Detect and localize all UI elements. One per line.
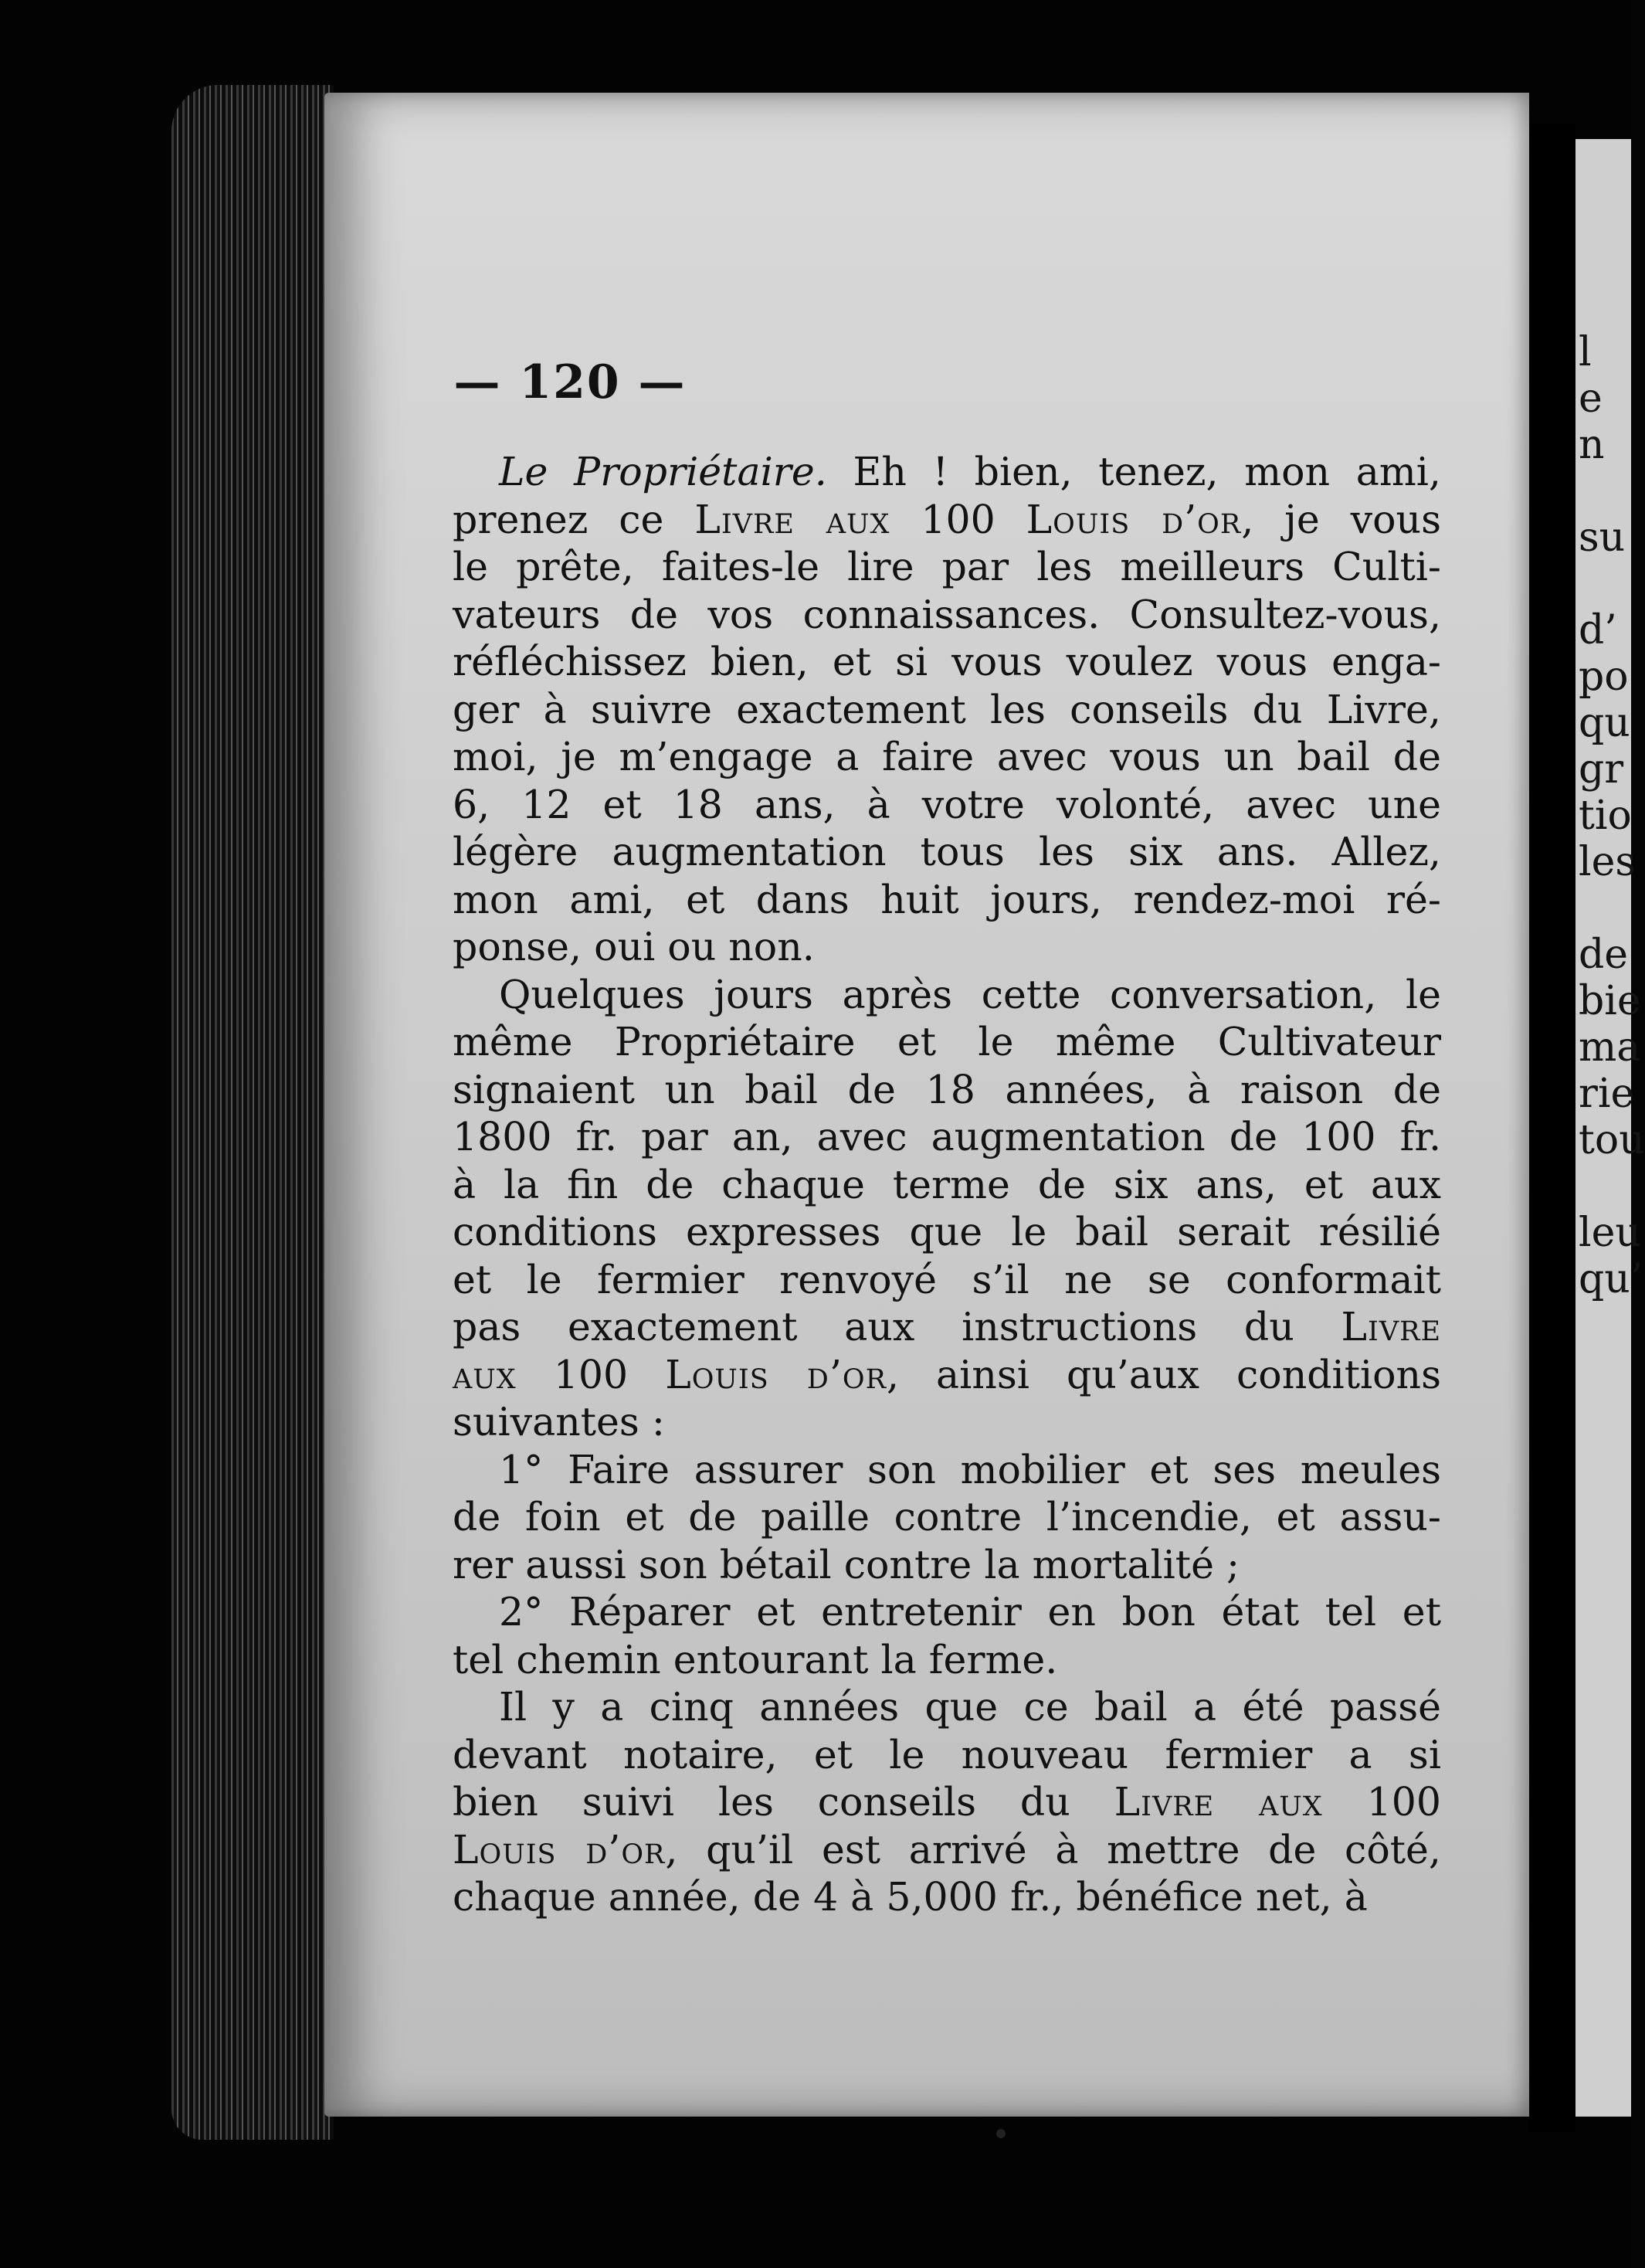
text-run: Louis d’or bbox=[1026, 496, 1242, 542]
next-page-fragment: de bbox=[1579, 932, 1629, 978]
text-run: suivantes : bbox=[453, 1399, 665, 1445]
next-page-fragment: bie bbox=[1579, 978, 1641, 1024]
text-run: 1° Faire assurer son mobilier et ses meules bbox=[499, 1446, 1441, 1492]
next-page-fragment: les bbox=[1579, 839, 1637, 885]
text-run: légère augmentation tous les six ans. Allez, bbox=[453, 829, 1441, 874]
next-page-sliver bbox=[1575, 139, 1645, 2117]
text-line bbox=[453, 638, 1441, 686]
text-run: ponse, oui ou non. bbox=[453, 924, 815, 969]
page-number: — 120 — bbox=[453, 355, 687, 409]
text-line bbox=[453, 1826, 1441, 1874]
text-run: 100 bbox=[516, 1351, 666, 1397]
next-page-fragment: rie bbox=[1579, 1071, 1635, 1117]
text-line bbox=[453, 448, 1441, 496]
paragraph bbox=[453, 448, 1441, 971]
text-run: signaient un bail de 18 années, à raison de bbox=[453, 1066, 1441, 1112]
text-run: de foin et de paille contre l’incendie, et assu- bbox=[453, 1494, 1441, 1540]
text-line bbox=[453, 1588, 1441, 1636]
text-run: Quelques jours après cette conversation, le bbox=[499, 971, 1441, 1017]
text-line bbox=[453, 1778, 1441, 1826]
page-text bbox=[453, 448, 1441, 1921]
next-page-fragment: e bbox=[1579, 375, 1603, 422]
text-run: devant notaire, et le nouveau fermier a si bbox=[453, 1731, 1441, 1777]
text-line bbox=[453, 543, 1441, 591]
text-line bbox=[453, 1398, 1441, 1446]
text-run: 100 bbox=[890, 496, 1026, 542]
text-line bbox=[453, 496, 1441, 544]
text-run: à la fin de chaque terme de six ans, et aux bbox=[453, 1161, 1441, 1207]
text-line bbox=[453, 1731, 1441, 1779]
text-line bbox=[453, 876, 1441, 924]
next-page-fragment: leu bbox=[1579, 1210, 1641, 1256]
text-run: 6, 12 et 18 ans, à votre volonté, avec une bbox=[453, 781, 1441, 827]
next-page-fragment: l bbox=[1579, 329, 1592, 375]
text-run: Eh ! bien, tenez, mon ami, bbox=[826, 449, 1441, 494]
text-run: Il y a cinq années que ce bail a été passé bbox=[499, 1684, 1441, 1730]
text-line bbox=[453, 828, 1441, 876]
text-run: conditions expresses que le bail serait résilié bbox=[453, 1209, 1441, 1255]
text-line bbox=[453, 591, 1441, 639]
text-line bbox=[453, 1446, 1441, 1494]
text-line bbox=[453, 1873, 1441, 1921]
text-line bbox=[453, 971, 1441, 1019]
text-line bbox=[453, 1208, 1441, 1256]
text-run: chaque année, de 4 à 5,000 fr., bénéfice net, à bbox=[453, 1874, 1368, 1920]
text-run: , qu’il est arrivé à mettre de côté, bbox=[665, 1826, 1441, 1872]
text-line bbox=[453, 1066, 1441, 1114]
text-run: moi, je m’engage a faire avec vous un bail de bbox=[453, 734, 1441, 779]
ink-speck bbox=[996, 2129, 1006, 2138]
text-run: , ainsi qu’aux conditions bbox=[886, 1351, 1441, 1397]
text-line bbox=[453, 1493, 1441, 1541]
text-line bbox=[453, 923, 1441, 971]
paragraph bbox=[453, 1588, 1441, 1683]
text-run: même Propriétaire et le même Cultivateur bbox=[453, 1019, 1441, 1064]
next-page-fragment: qu bbox=[1579, 700, 1630, 746]
next-page-fragment: po bbox=[1579, 654, 1629, 700]
text-line bbox=[453, 686, 1441, 734]
text-line bbox=[453, 1161, 1441, 1209]
text-line bbox=[453, 1256, 1441, 1304]
text-line bbox=[453, 1351, 1441, 1399]
text-line bbox=[453, 1018, 1441, 1066]
text-run: ger à suivre exactement les conseils du Livre, bbox=[453, 686, 1441, 732]
text-run: , je vous bbox=[1241, 496, 1441, 542]
text-run: vateurs de vos connaissances. Consultez-vous, bbox=[453, 591, 1441, 637]
text-line bbox=[453, 1113, 1441, 1161]
text-run: et le fermier renvoyé s’il ne se conformait bbox=[453, 1256, 1441, 1302]
text-run: le prête, faites-le lire par les meilleurs Culti- bbox=[453, 544, 1441, 589]
next-page-fragment: qu’ bbox=[1579, 1256, 1643, 1302]
text-run: Livre aux bbox=[694, 496, 890, 542]
text-run: mon ami, et dans huit jours, rendez-moi ré- bbox=[453, 876, 1441, 922]
text-run: Livre aux bbox=[1114, 1779, 1323, 1825]
text-line bbox=[453, 781, 1441, 829]
text-run: réfléchissez bien, et si vous voulez vous enga- bbox=[453, 639, 1441, 684]
text-line bbox=[453, 1636, 1441, 1684]
next-page-fragment: ma bbox=[1579, 1024, 1641, 1071]
paragraph bbox=[453, 1683, 1441, 1921]
next-page-fragment: d’ bbox=[1579, 607, 1617, 654]
text-line bbox=[453, 1303, 1441, 1351]
text-run: Le Propriétaire. bbox=[499, 449, 827, 494]
text-line bbox=[453, 1683, 1441, 1731]
text-run: tel chemin entourant la ferme. bbox=[453, 1636, 1058, 1682]
text-run: bien suivi les conseils du bbox=[453, 1779, 1114, 1825]
text-run: 1800 fr. par an, avec augmentation de 100 fr. bbox=[453, 1114, 1441, 1159]
next-page-fragment: n bbox=[1579, 422, 1605, 468]
text-run: rer aussi son bétail contre la mortalité ; bbox=[453, 1541, 1240, 1587]
text-run: prenez ce bbox=[453, 496, 695, 542]
next-page-fragment: su bbox=[1579, 514, 1626, 561]
text-run: aux bbox=[453, 1351, 517, 1397]
text-run: 2° Réparer et entretenir en bon état tel et bbox=[499, 1589, 1441, 1635]
next-page-fragment: tou bbox=[1579, 1117, 1645, 1163]
text-run: Louis d’or bbox=[453, 1826, 666, 1872]
paragraph bbox=[453, 971, 1441, 1446]
paragraph bbox=[453, 1446, 1441, 1589]
text-run: Livre bbox=[1341, 1304, 1441, 1350]
text-run: Louis d’or bbox=[665, 1351, 887, 1397]
next-page-fragment: tio bbox=[1579, 793, 1632, 839]
gutter-shadow bbox=[1529, 124, 1575, 2132]
text-run: pas exactement aux instructions du bbox=[453, 1304, 1341, 1350]
text-line bbox=[453, 1541, 1441, 1589]
next-page-fragment: gr bbox=[1579, 746, 1624, 793]
text-line bbox=[453, 733, 1441, 781]
text-run: 100 bbox=[1322, 1779, 1441, 1825]
